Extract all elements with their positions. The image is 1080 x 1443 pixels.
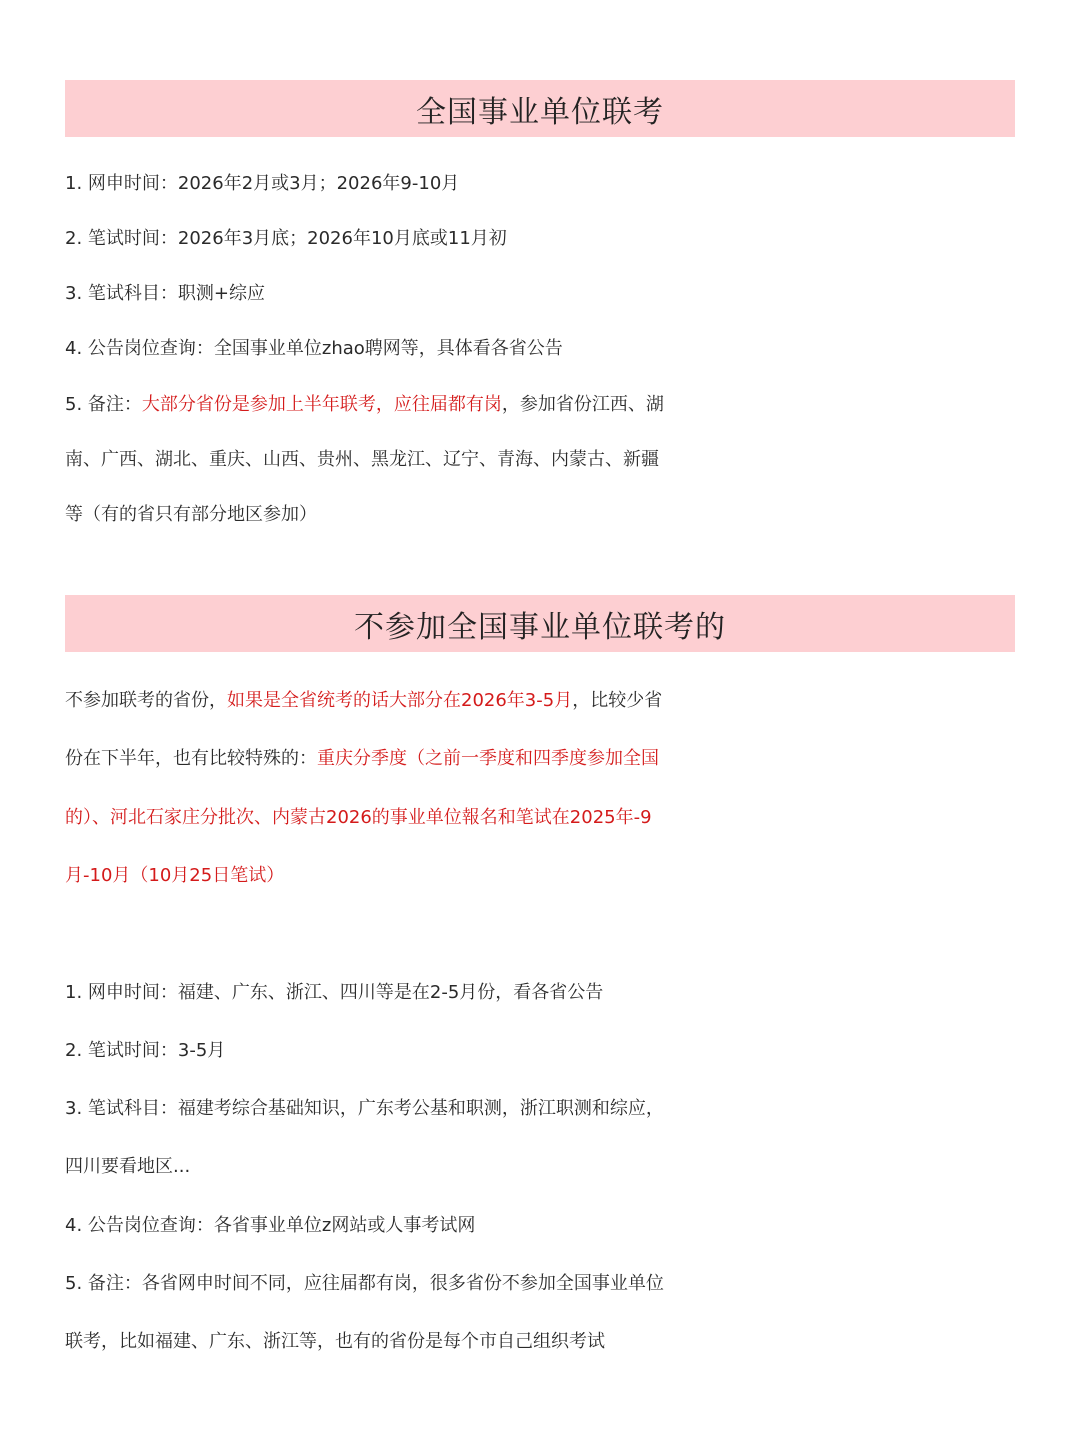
- section-2-intro-line-4: 月-10月（10月25日笔试）: [65, 865, 285, 886]
- section-2-intro-line-2: [65, 739, 1025, 779]
- section-2-item-2: 2. 笔试时间：3-5月: [65, 1040, 226, 1061]
- section-2-intro-rest: ，比较少省: [572, 690, 663, 711]
- section-1-title: 全国事业单位联考: [65, 80, 1015, 137]
- section-2-item-5-line-2: 联考，比如福建、广东、浙江等，也有的省份是每个市自己组织考试: [65, 1331, 605, 1352]
- section-2-item-4: 4. 公告岗位查询：各省事业单位z网站或人事考试网: [65, 1215, 476, 1236]
- section-2-intro-highlight-1: 如果是全省统考的话大部分在2026年3-5月: [227, 690, 573, 711]
- section-2-intro-line-3: 的）、河北石家庄分批次、内蒙古2026的事业单位報名和笔试在2025年-9: [65, 807, 652, 828]
- section-1-item-5-line-1: [65, 385, 1025, 425]
- section-2-item-3-line-1: 3. 笔试科目：福建考综合基础知识，广东考公基和职测，浙江职测和综应，: [65, 1098, 664, 1119]
- section-2-title: 不参加全国事业单位联考的: [65, 595, 1015, 652]
- section-1-item-3: 3. 笔试科目：职测+综应: [65, 283, 265, 304]
- section-2-item-3-line-2: 四川要看地区...: [65, 1156, 191, 1177]
- section-1-item-5-highlight: 大部分省份是参加上半年联考，应往届都有岗: [141, 394, 502, 415]
- section-2-intro-line-1: [65, 681, 1025, 721]
- section-1-item-4: 4. 公告岗位查询：全国事业单位zhao聘网等，具体看各省公告: [65, 338, 563, 359]
- section-2-intro-line-2-prefix: 份在下半年，也有比较特殊的：: [65, 748, 317, 769]
- section-2-item-1: 1. 网申时间：福建、广东、浙江、四川等是在2-5月份，看各省公告: [65, 982, 604, 1003]
- section-1-item-5-rest: ，参加省份江西、湖: [501, 394, 664, 415]
- section-2-intro-prefix: 不参加联考的省份，: [65, 690, 227, 711]
- section-1-item-2: 2. 笔试时间：2026年3月底；2026年10月底或11月初: [65, 228, 507, 249]
- section-1-item-5-line-2: 南、广西、湖北、重庆、山西、贵州、黑龙江、辽宁、青海、内蒙古、新疆: [65, 449, 659, 470]
- section-2-intro-highlight-2: 重庆分季度（之前一季度和四季度参加全国: [317, 748, 659, 769]
- section-2-item-5-line-1: 5. 备注：各省网申时间不同，应往届都有岗，很多省份不参加全国事业单位: [65, 1273, 664, 1294]
- section-1-item-1: 1. 网申时间：2026年2月或3月；2026年9-10月: [65, 173, 460, 194]
- section-1-item-5-line-3: 等（有的省只有部分地区参加）: [65, 504, 317, 525]
- section-1-item-5-prefix: 5. 备注：: [65, 394, 142, 415]
